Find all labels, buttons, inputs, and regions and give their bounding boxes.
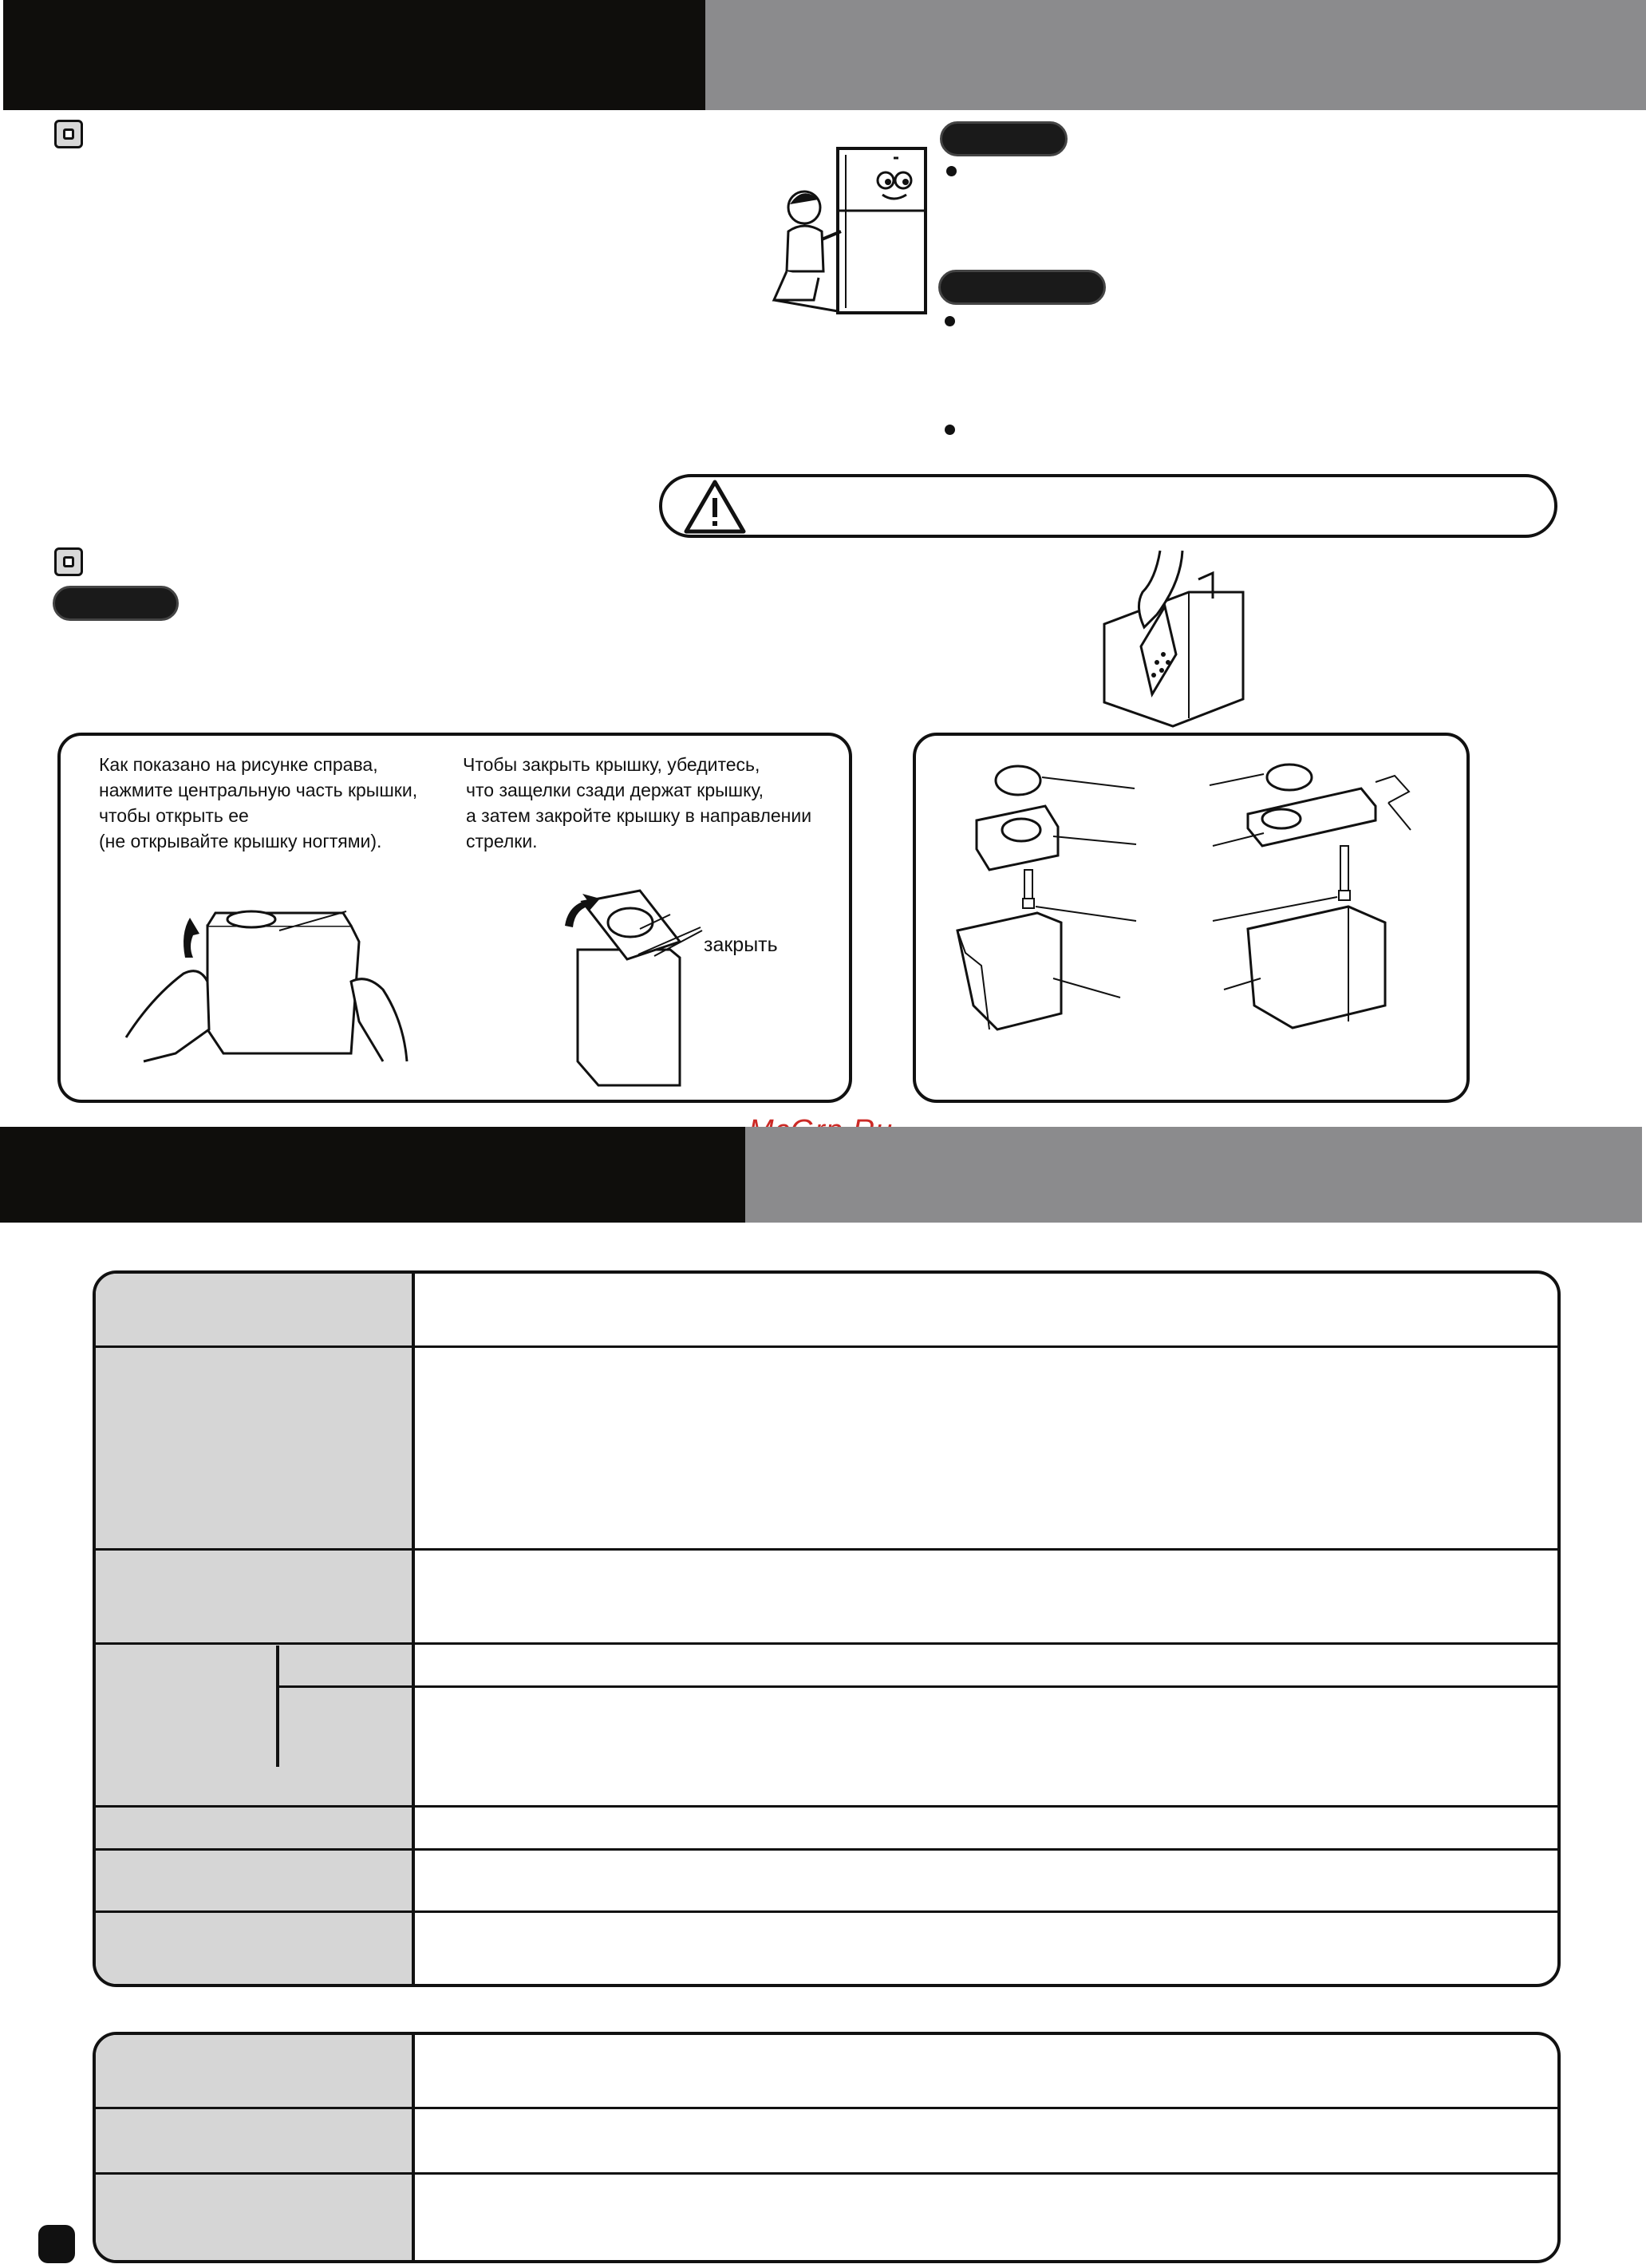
instruction-line: стрелки. (466, 831, 538, 851)
open-lid-illustration (120, 902, 423, 1069)
bullet-dot (946, 166, 957, 176)
table-column-divider (276, 1646, 279, 1767)
section-header-black-bar (0, 1127, 745, 1223)
table-row-divider (276, 1685, 1557, 1688)
close-lid-instructions (463, 752, 838, 854)
top-header-gray-bar (705, 0, 1646, 110)
table-row-divider (96, 2172, 1557, 2175)
instruction-line: что защелки сзади держат крышку, (466, 780, 764, 800)
section-square-icon (54, 547, 83, 576)
table-row-divider (96, 1805, 1557, 1808)
section-label-pill (938, 270, 1106, 305)
table-row-divider (96, 1848, 1557, 1851)
table-label-cell (96, 1274, 412, 1987)
table-label-cell (96, 2035, 412, 2263)
open-lid-instructions (99, 752, 450, 854)
warning-triangle-icon (683, 479, 747, 535)
specs-table-1 (93, 1270, 1561, 1987)
instruction-line: а затем закройте крышку в направлении (466, 805, 812, 826)
water-tank-hand-illustration (1093, 551, 1253, 726)
section-label-pill (53, 586, 179, 621)
tank-assembly-illustration (941, 750, 1420, 1077)
table-row-divider (96, 1910, 1557, 1913)
table-row-divider (96, 1548, 1557, 1551)
close-lid-illustration (551, 886, 822, 1093)
instruction-line: нажмите центральную часть крышки, (99, 780, 418, 800)
instruction-line: Как показано на рисунке справа, (99, 754, 378, 775)
page-number-badge (38, 2225, 75, 2263)
section-square-icon (54, 120, 83, 148)
table-row-divider (96, 2107, 1557, 2109)
table-row-divider (96, 1642, 1557, 1645)
section-header-gray-bar (745, 1127, 1642, 1223)
specs-table-2 (93, 2032, 1561, 2263)
bullet-dot (945, 425, 955, 435)
instruction-line: чтобы открыть ее (99, 805, 249, 826)
section-label-pill (940, 121, 1068, 156)
top-header-black-bar (3, 0, 705, 110)
table-row-divider (96, 1345, 1557, 1348)
close-label: закрыть (704, 934, 778, 956)
table-column-divider (412, 2035, 415, 2263)
fridge-cleaning-illustration (766, 144, 934, 319)
instruction-line: Чтобы закрыть крышку, убедитесь, (463, 754, 760, 775)
table-column-divider (412, 1274, 415, 1987)
bullet-dot (945, 316, 955, 326)
instruction-line: (не открывайте крышку ногтями). (99, 831, 382, 851)
warning-bar (659, 474, 1557, 538)
